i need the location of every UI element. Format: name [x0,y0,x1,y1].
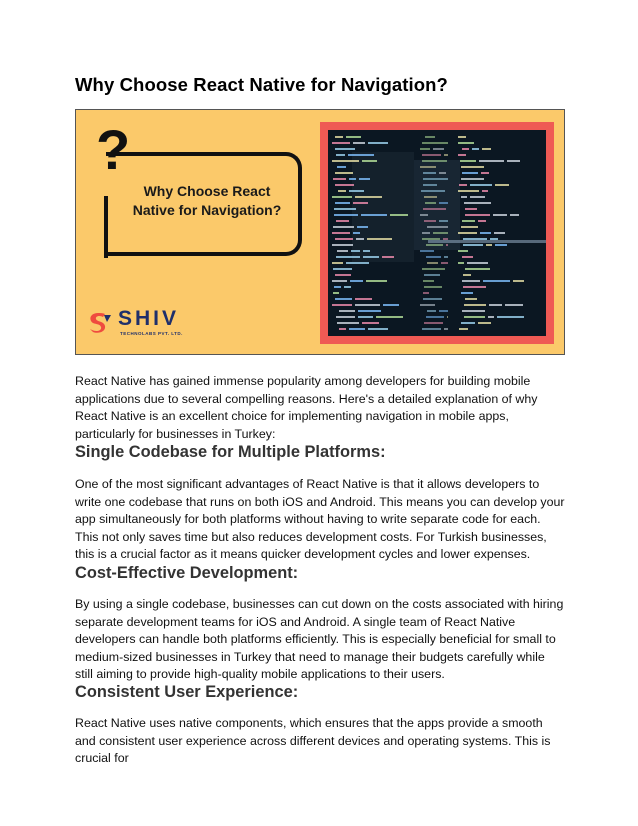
code-line-mark [335,172,353,174]
code-line-mark [346,136,361,138]
code-line-mark [494,232,505,234]
code-line-mark [382,256,394,258]
heading-frame-left-bar [104,196,108,258]
code-line-mark [335,136,343,138]
logo-subtitle: TECHNOLABS PVT. LTD. [120,331,183,336]
code-line-mark [353,202,368,204]
code-line-mark [439,202,448,204]
code-line-mark [358,310,381,312]
logo-name: SHIV [118,307,180,330]
code-line-mark [422,142,448,144]
code-line-mark [462,148,469,150]
code-line-mark [497,316,524,318]
intro-paragraph: React Native has gained immense popularity among developers for building mobile applications due to several compelling reasons. Here's a detailed explanation of why React Native is an excellent choice for implementing navigation in mobile apps, particularly for businesses in Turkey: [75,374,538,441]
code-line-mark [424,286,442,288]
code-line-mark [439,220,448,222]
code-line-mark [463,244,483,246]
code-line-mark [464,202,491,204]
code-line-mark [422,160,447,162]
code-line-mark [424,196,437,198]
code-line-mark [462,280,480,282]
code-line-mark [358,316,373,318]
code-line-mark [349,328,365,330]
code-line-mark [363,256,379,258]
code-line-mark [424,274,440,276]
code-line-mark [332,280,347,282]
code-line-mark [463,238,487,240]
code-line-mark [433,232,448,234]
section-body-consistent-ux: React Native uses native components, which ensures that the apps provide a smooth and consistent user experience across different devices and operating systems. This is crucial for [75,716,551,766]
code-line-mark [495,184,509,186]
code-line-mark [427,310,436,312]
code-line-mark [481,172,489,174]
code-line-mark [461,178,484,180]
code-line-mark [336,316,355,318]
code-line-mark [336,256,360,258]
code-line-mark [465,298,477,300]
code-line-mark [420,214,428,216]
code-line-mark [444,154,448,156]
code-line-mark [346,262,369,264]
code-line-mark [461,196,467,198]
code-line-mark [422,154,441,156]
code-line-mark [425,202,436,204]
code-line-mark [349,190,364,192]
code-line-mark [336,154,345,156]
code-line-mark [359,178,370,180]
banner-heading [118,182,296,220]
code-line-mark [488,316,494,318]
code-line-mark [348,154,374,156]
code-line-mark [461,322,475,324]
code-line-mark [334,286,341,288]
code-line-mark [361,214,387,216]
code-line-mark [462,310,485,312]
code-line-mark [368,142,388,144]
code-line-mark [424,322,443,324]
code-line-mark [423,292,429,294]
code-line-mark [334,214,358,216]
code-line-mark [482,190,488,192]
code-line-mark [350,280,363,282]
code-line-mark [465,214,490,216]
code-line-mark [486,244,492,246]
code-line-mark [333,292,339,294]
code-line-mark [447,316,448,318]
code-screenshot-graphic [328,130,546,336]
code-line-mark [420,250,434,252]
code-line-mark [458,136,466,138]
code-line-mark [460,160,476,162]
section-heading-consistent-ux: Consistent User Experience: [75,683,299,701]
code-line-mark [458,142,474,144]
code-line-mark [367,238,392,240]
code-line-mark [439,172,446,174]
code-line-mark [383,304,399,306]
code-line-mark [423,172,436,174]
code-line-mark [332,244,353,246]
code-line-mark [459,184,467,186]
code-line-mark [339,310,355,312]
code-line-mark [478,220,486,222]
code-line-mark [463,286,486,288]
code-line-mark [344,286,351,288]
banner-heading-line-1: Why Choose React [143,183,271,199]
code-line-mark [493,214,507,216]
code-line-mark [462,220,475,222]
code-line-mark [490,238,498,240]
code-line-mark [332,160,359,162]
code-line-mark [335,184,354,186]
code-line-mark [366,280,387,282]
code-line-mark [362,160,377,162]
code-line-mark [423,280,434,282]
code-line-mark [349,178,356,180]
code-line-mark [465,208,477,210]
code-line-mark [441,262,448,264]
code-line-mark [335,298,352,300]
code-line-mark [461,292,473,294]
code-line-mark [336,220,349,222]
code-line-mark [376,316,403,318]
code-line-mark [426,316,444,318]
code-line-mark [462,256,473,258]
section-body-cost-effective: By using a single codebase, businesses can cut down on the costs associated with hiring separate development teams for iOS and Android. A single team of React Native developers can handle both platforms efficiently. This is especially beneficial for small to medium-sized businesses in Turkey that need to manage their budgets carefully while still aiming to provide high-quality mobile applications to their users. [75,597,564,682]
code-line-mark [427,262,438,264]
code-line-mark [332,304,352,306]
code-line-mark [470,196,485,198]
code-line-mark [338,190,346,192]
code-line-mark [357,226,368,228]
code-line-mark [427,226,448,228]
code-line-mark [355,298,372,300]
code-line-mark [426,256,441,258]
code-line-mark [444,328,448,330]
code-line-mark [337,250,348,252]
code-line-mark [461,166,484,168]
code-line-mark [422,232,430,234]
section-heading-cost-effective: Cost-Effective Development: [75,564,299,582]
code-line-mark [353,142,365,144]
code-line-mark [470,184,492,186]
code-line-mark [333,178,346,180]
code-line-mark [458,250,468,252]
code-line-mark [335,274,351,276]
code-line-mark [422,268,445,270]
section-body-single-codebase: One of the most significant advantages of React Native is that it allows developers to write one codebase that runs on both iOS and Android. This means you can develop your app simultaneously for both platforms without having to write separate code for each. This not only saves time but also reduces development costs. For Turkish businesses, this is a crucial factor as it means quicker development cycles and lower expenses. [75,477,565,562]
code-line-mark [467,262,488,264]
code-line-mark [443,238,448,240]
code-line-mark [355,304,380,306]
code-line-mark [423,184,437,186]
logo-mark-icon [88,311,112,333]
code-line-mark [337,166,346,168]
question-mark-icon: ? [96,118,131,181]
code-line-mark [510,214,519,216]
code-line-mark [334,208,356,210]
code-line-mark [390,214,408,216]
code-line-mark [425,136,435,138]
code-line-mark [472,148,479,150]
code-line-mark [479,160,504,162]
code-line-mark [368,328,388,330]
code-line-mark [335,238,353,240]
code-line-mark [446,244,448,246]
code-line-mark [480,232,491,234]
code-line-mark [337,322,359,324]
code-line-mark [333,268,352,270]
code-line-mark [507,160,520,162]
code-line-mark [505,304,523,306]
code-line-mark [332,142,350,144]
code-line-mark [422,328,441,330]
page-title: Why Choose React Native for Navigation? [75,74,448,95]
code-line-mark [355,196,382,198]
code-line-mark [478,322,491,324]
code-line-mark [482,148,491,150]
code-line-mark [461,226,478,228]
section-heading-single-codebase: Single Codebase for Multiple Platforms: [75,443,386,461]
code-line-mark [353,232,360,234]
code-line-mark [420,148,430,150]
code-line-mark [458,154,466,156]
code-line-mark [489,304,502,306]
code-line-mark [421,190,445,192]
code-line-mark [332,232,350,234]
code-line-mark [423,298,442,300]
code-line-mark [513,280,524,282]
code-line-mark [462,172,478,174]
code-line-mark [351,250,360,252]
code-line-mark [424,220,436,222]
code-screenshot-frame [320,122,554,344]
code-line-mark [459,328,468,330]
code-line-mark [423,208,446,210]
code-line-mark [464,304,486,306]
code-line-mark [465,268,490,270]
code-line-mark [420,304,435,306]
banner-image [75,109,565,355]
code-line-mark [463,274,471,276]
code-line-mark [332,196,352,198]
code-screenshot-image [328,130,546,336]
code-line-mark [433,148,444,150]
code-line-mark [483,280,510,282]
code-line-mark [332,262,343,264]
code-line-mark [335,202,350,204]
code-line-mark [439,310,448,312]
code-line-mark [458,232,477,234]
code-line-mark [458,262,464,264]
code-line-mark [423,178,448,180]
code-line-mark [356,238,364,240]
code-line-mark [420,166,436,168]
code-line-mark [495,244,507,246]
code-line-mark [335,148,355,150]
code-line-mark [422,238,440,240]
code-line-mark [444,256,448,258]
code-line-mark [339,328,346,330]
code-line-mark [362,322,379,324]
code-line-mark [464,316,485,318]
code-line-mark [458,190,479,192]
banner-heading-line-2: Native for Navigation? [132,202,282,218]
code-line-mark [363,250,370,252]
code-line-mark [333,226,354,228]
code-line-mark [426,244,443,246]
